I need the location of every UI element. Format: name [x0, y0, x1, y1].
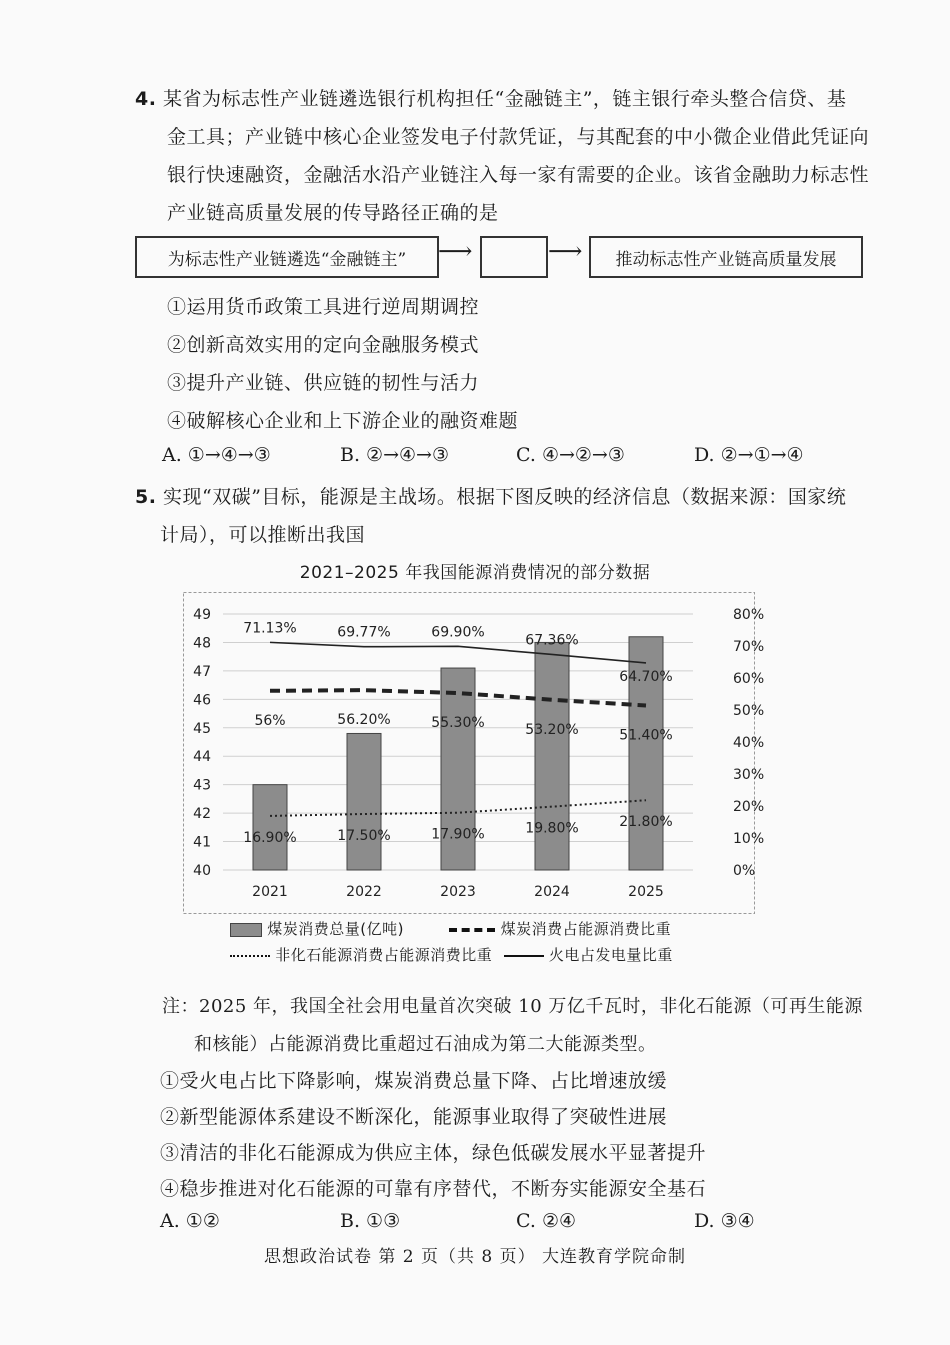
flow-box-blank	[480, 236, 548, 278]
q5-note-1: 注：2025 年，我国全社会用电量首次突破 10 万亿千瓦时，非化石能源（可再生能源	[162, 996, 863, 1017]
data-label: 17.50%	[337, 828, 391, 844]
data-label: 69.77%	[337, 624, 391, 641]
q5-option-b: B. ①③	[340, 1210, 401, 1232]
bar	[347, 733, 381, 870]
y-left-tick-label: 47	[193, 663, 211, 680]
data-label: 16.90%	[243, 829, 297, 846]
x-tick-label: 2023	[440, 884, 476, 900]
q4-item-2: ②创新高效实用的定向金融服务模式	[167, 334, 480, 356]
x-tick-label: 2025	[628, 884, 664, 900]
q4-option-a: A. ①→④→③	[162, 444, 271, 466]
flow-arrow-2: ⟶	[548, 237, 583, 265]
legend-bar-label: 煤炭消费总量(亿吨)	[267, 920, 404, 938]
data-label: 21.80%	[619, 814, 673, 831]
q5-item-1: ①受火电占比下降影响，煤炭消费总量下降、占比增速放缓	[160, 1070, 668, 1092]
energy-chart	[183, 592, 765, 914]
q4-number: 4.	[135, 88, 157, 110]
x-tick-label: 2024	[534, 884, 570, 900]
flow-box-start: 为标志性产业链遴选“金融链主”	[135, 236, 439, 278]
q5-note-2: 和核能）占能源消费比重超过石油成为第二大能源类型。	[194, 1034, 657, 1055]
data-label: 17.90%	[431, 826, 485, 843]
q4-line-1: 4. 某省为标志性产业链遴选银行机构担任“金融链主”，链主银行牵头整合信贷、基	[135, 88, 847, 110]
q5-option-a: A. ①②	[160, 1210, 220, 1232]
flow-arrow-1: ⟶	[438, 237, 473, 265]
q4-option-c: C. ④→②→③	[516, 444, 625, 466]
data-label: 67.36%	[525, 632, 579, 649]
legend-solid-label: 火电占发电量比重	[548, 946, 673, 964]
y-left-tick-label: 41	[193, 834, 211, 851]
y-right-tick-label: 20%	[733, 799, 765, 815]
legend-dotted-swatch	[230, 955, 270, 957]
q5-option-c: C. ②④	[516, 1210, 577, 1232]
legend-dotted-label: 非化石能源消费占能源消费比重	[275, 946, 493, 964]
legend-row-1	[230, 918, 671, 939]
y-left-tick-label: 42	[193, 806, 211, 823]
q4-line-3: 银行快速融资，金融活水沿产业链注入每一家有需要的企业。该省金融助力标志性	[167, 164, 870, 186]
data-label: 19.80%	[525, 820, 579, 837]
data-label: 56.20%	[337, 712, 391, 729]
chart-title: 2021–2025 年我国能源消费情况的部分数据	[299, 563, 651, 583]
data-label: 55.30%	[431, 715, 485, 732]
flow-box-end: 推动标志性产业链高质量发展	[589, 236, 863, 278]
y-left-tick-label: 43	[193, 777, 211, 794]
q5-item-4: ④稳步推进对化石能源的可靠有序替代，不断夯实能源安全基石	[160, 1178, 707, 1200]
q4-item-1: ①运用货币政策工具进行逆周期调控	[167, 296, 480, 318]
data-label: 56%	[254, 712, 286, 729]
legend-dashed-label: 煤炭消费占能源消费比重	[500, 920, 672, 938]
y-left-tick-label: 49	[193, 607, 211, 623]
data-label: 71.13%	[243, 620, 297, 637]
y-right-tick-label: 80%	[733, 607, 765, 623]
y-left-tick-label: 46	[193, 692, 211, 709]
data-label: 51.40%	[619, 727, 673, 744]
q5-item-2: ②新型能源体系建设不断深化，能源事业取得了突破性进展	[160, 1106, 668, 1128]
data-label: 64.70%	[619, 668, 673, 685]
legend-row-2	[230, 944, 673, 965]
q5-option-d: D. ③④	[694, 1210, 755, 1232]
q5-item-3: ③清洁的非化石能源成为供应主体，绿色低碳发展水平显著提升	[160, 1142, 707, 1164]
data-label: 69.90%	[431, 624, 485, 641]
q4-option-d: D. ②→①→④	[694, 444, 804, 466]
x-tick-label: 2022	[346, 884, 382, 900]
y-left-tick-label: 48	[193, 635, 211, 652]
bar	[253, 785, 287, 870]
data-label: 53.20%	[525, 721, 579, 738]
q5-number: 5.	[135, 486, 157, 508]
y-left-tick-label: 45	[193, 720, 211, 737]
energy-chart-svg	[183, 592, 765, 914]
legend-solid-swatch	[504, 955, 544, 957]
x-tick-label: 2021	[252, 884, 288, 900]
q4-item-3: ③提升产业链、供应链的韧性与活力	[167, 372, 480, 394]
legend-bar-swatch	[230, 923, 262, 937]
page-footer: 思想政治试卷 第 2 页（共 8 页） 大连教育学院命制	[263, 1247, 687, 1267]
y-right-tick-label: 40%	[733, 735, 765, 751]
legend-dashed-swatch	[449, 928, 495, 932]
y-right-tick-label: 30%	[733, 767, 765, 783]
q5-line-2: 计局），可以推断出我国	[160, 524, 366, 546]
q5-line-1: 5. 实现“双碳”目标，能源是主战场。根据下图反映的经济信息（数据来源：国家统	[135, 486, 847, 508]
q4-option-b: B. ②→④→③	[340, 444, 449, 466]
q4-item-4: ④破解核心企业和上下游企业的融资难题	[167, 410, 519, 432]
y-right-tick-label: 70%	[733, 639, 765, 655]
y-right-tick-label: 60%	[733, 671, 765, 687]
y-left-tick-label: 44	[193, 749, 211, 766]
y-right-tick-label: 10%	[733, 831, 765, 847]
y-left-tick-label: 40	[193, 863, 211, 879]
y-right-tick-label: 0%	[733, 863, 756, 879]
y-right-tick-label: 50%	[733, 703, 765, 719]
q4-line-4: 产业链高质量发展的传导路径正确的是	[167, 202, 499, 224]
q4-line-2: 金工具；产业链中核心企业签发电子付款凭证，与其配套的中小微企业借此凭证向	[167, 126, 870, 148]
series-line-3	[270, 642, 646, 663]
